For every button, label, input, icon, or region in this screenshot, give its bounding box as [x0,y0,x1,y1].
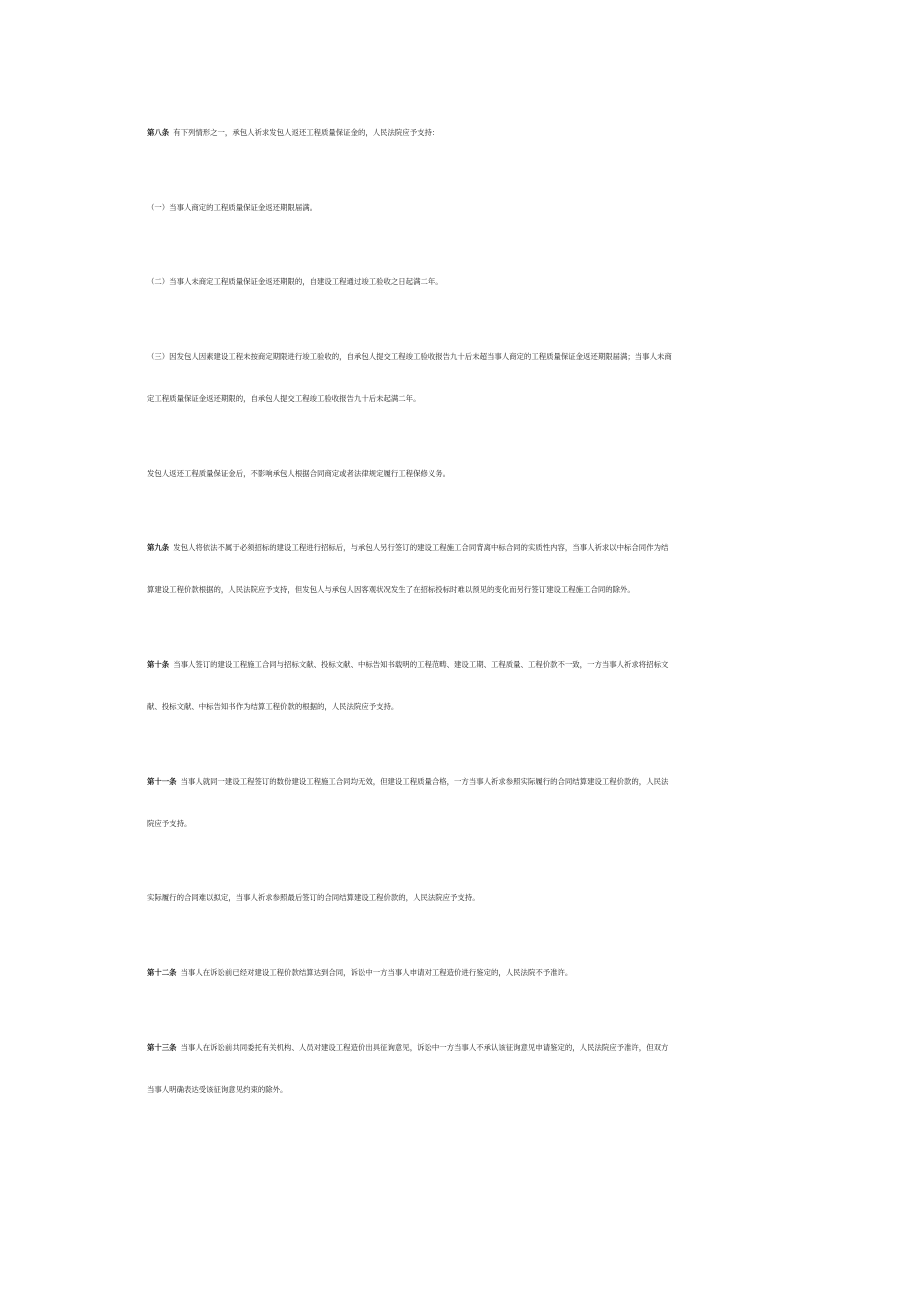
article-text: 发包人返还工程质量保证金后，不影响承包人根据合同商定或者法律规定履行工程保修义务。 [147,469,451,478]
article-8-item-3-line-1 [147,352,777,362]
article-11-line-2 [147,819,777,829]
article-8-item-3-line-2 [147,394,777,404]
article-text: 有下列情形之一，承包人祈求发包人返还工程质量保证金的，人民法院应予支持： [173,128,440,137]
article-8-closing [147,469,777,479]
article-text: 实际履行的合同难以拟定，当事人祈求参照最后签订的合同结算建设工程价款的，人民法院应予支持。 [147,893,480,902]
article-heading: 第九条 [147,543,170,552]
article-text: 当事人在诉讼前共同委托有关机构、人员对建设工程造价出具征询意见，诉讼中一方当事人不承认该征询意见申请鉴定的，人民法院应予准许，但双方 [180,1043,669,1052]
article-text: 献、投标文献、中标告知书作为结算工程价款的根据的，人民法院应予支持。 [147,702,399,711]
article-8-item-1 [147,203,777,213]
article-13-line-1 [147,1043,777,1053]
article-11-closing [147,893,777,903]
article-text: 当事人就同一建设工程签订的数份建设工程施工合同均无效，但建设工程质量合格，一方当事人祈求参照实际履行的合同结算建设工程价款的，人民法 [180,777,669,786]
article-11-line-1 [147,777,777,787]
article-text: 当事人签订的建设工程施工合同与招标文献、投标文献、中标告知书载明的工程范畴、建设工期、工程质量、工程价款不一致，一方当事人祈求将招标文 [173,660,669,669]
article-text: （二）当事人未商定工程质量保证金返还期限的，自建设工程通过竣工验收之日起满二年。 [147,277,443,286]
article-12-line-1 [147,968,777,978]
article-text: （一）当事人商定的工程质量保证金返还期限届满。 [147,203,317,212]
article-10-line-2 [147,702,777,712]
article-text: 发包人将依法不属于必须招标的建设工程进行招标后，与承包人另行签订的建设工程施工合同背离中标合同的实质性内容，当事人祈求以中标合同作为结 [173,543,669,552]
article-text: 当事人在诉讼前已经对建设工程价款结算达到合同，诉讼中一方当事人申请对工程造价进行鉴定的，人民法院不予准许。 [180,968,573,977]
article-heading: 第十三条 [147,1043,177,1052]
article-heading: 第十条 [147,660,170,669]
article-heading: 第十一条 [147,777,177,786]
article-text: 算建设工程价款根据的，人民法院应予支持，但发包人与承包人因客观状况发生了在招标投标时难以预见的变化而另行签订建设工程施工合同的除外。 [147,585,635,594]
article-heading: 第十二条 [147,968,177,977]
article-heading: 第八条 [147,128,170,137]
article-text: （三）因发包人因素建设工程未按商定期限进行竣工验收的，自承包人提交工程竣工验收报告九十后未超当事人商定的工程质量保证金返还期限届满；当事人未商 [147,352,672,361]
article-10-line-1 [147,660,777,670]
article-8-line-1 [147,128,777,138]
article-13-line-2 [147,1085,777,1095]
article-9-line-2 [147,585,777,595]
article-8-item-2 [147,277,777,287]
article-9-line-1 [147,543,777,553]
article-text: 院应予支持。 [147,819,192,828]
article-text: 当事人明确表达受该征询意见约束的除外。 [147,1085,288,1094]
article-text: 定工程质量保证金返还期限的，自承包人提交工程竣工验收报告九十后未起满二年。 [147,394,421,403]
